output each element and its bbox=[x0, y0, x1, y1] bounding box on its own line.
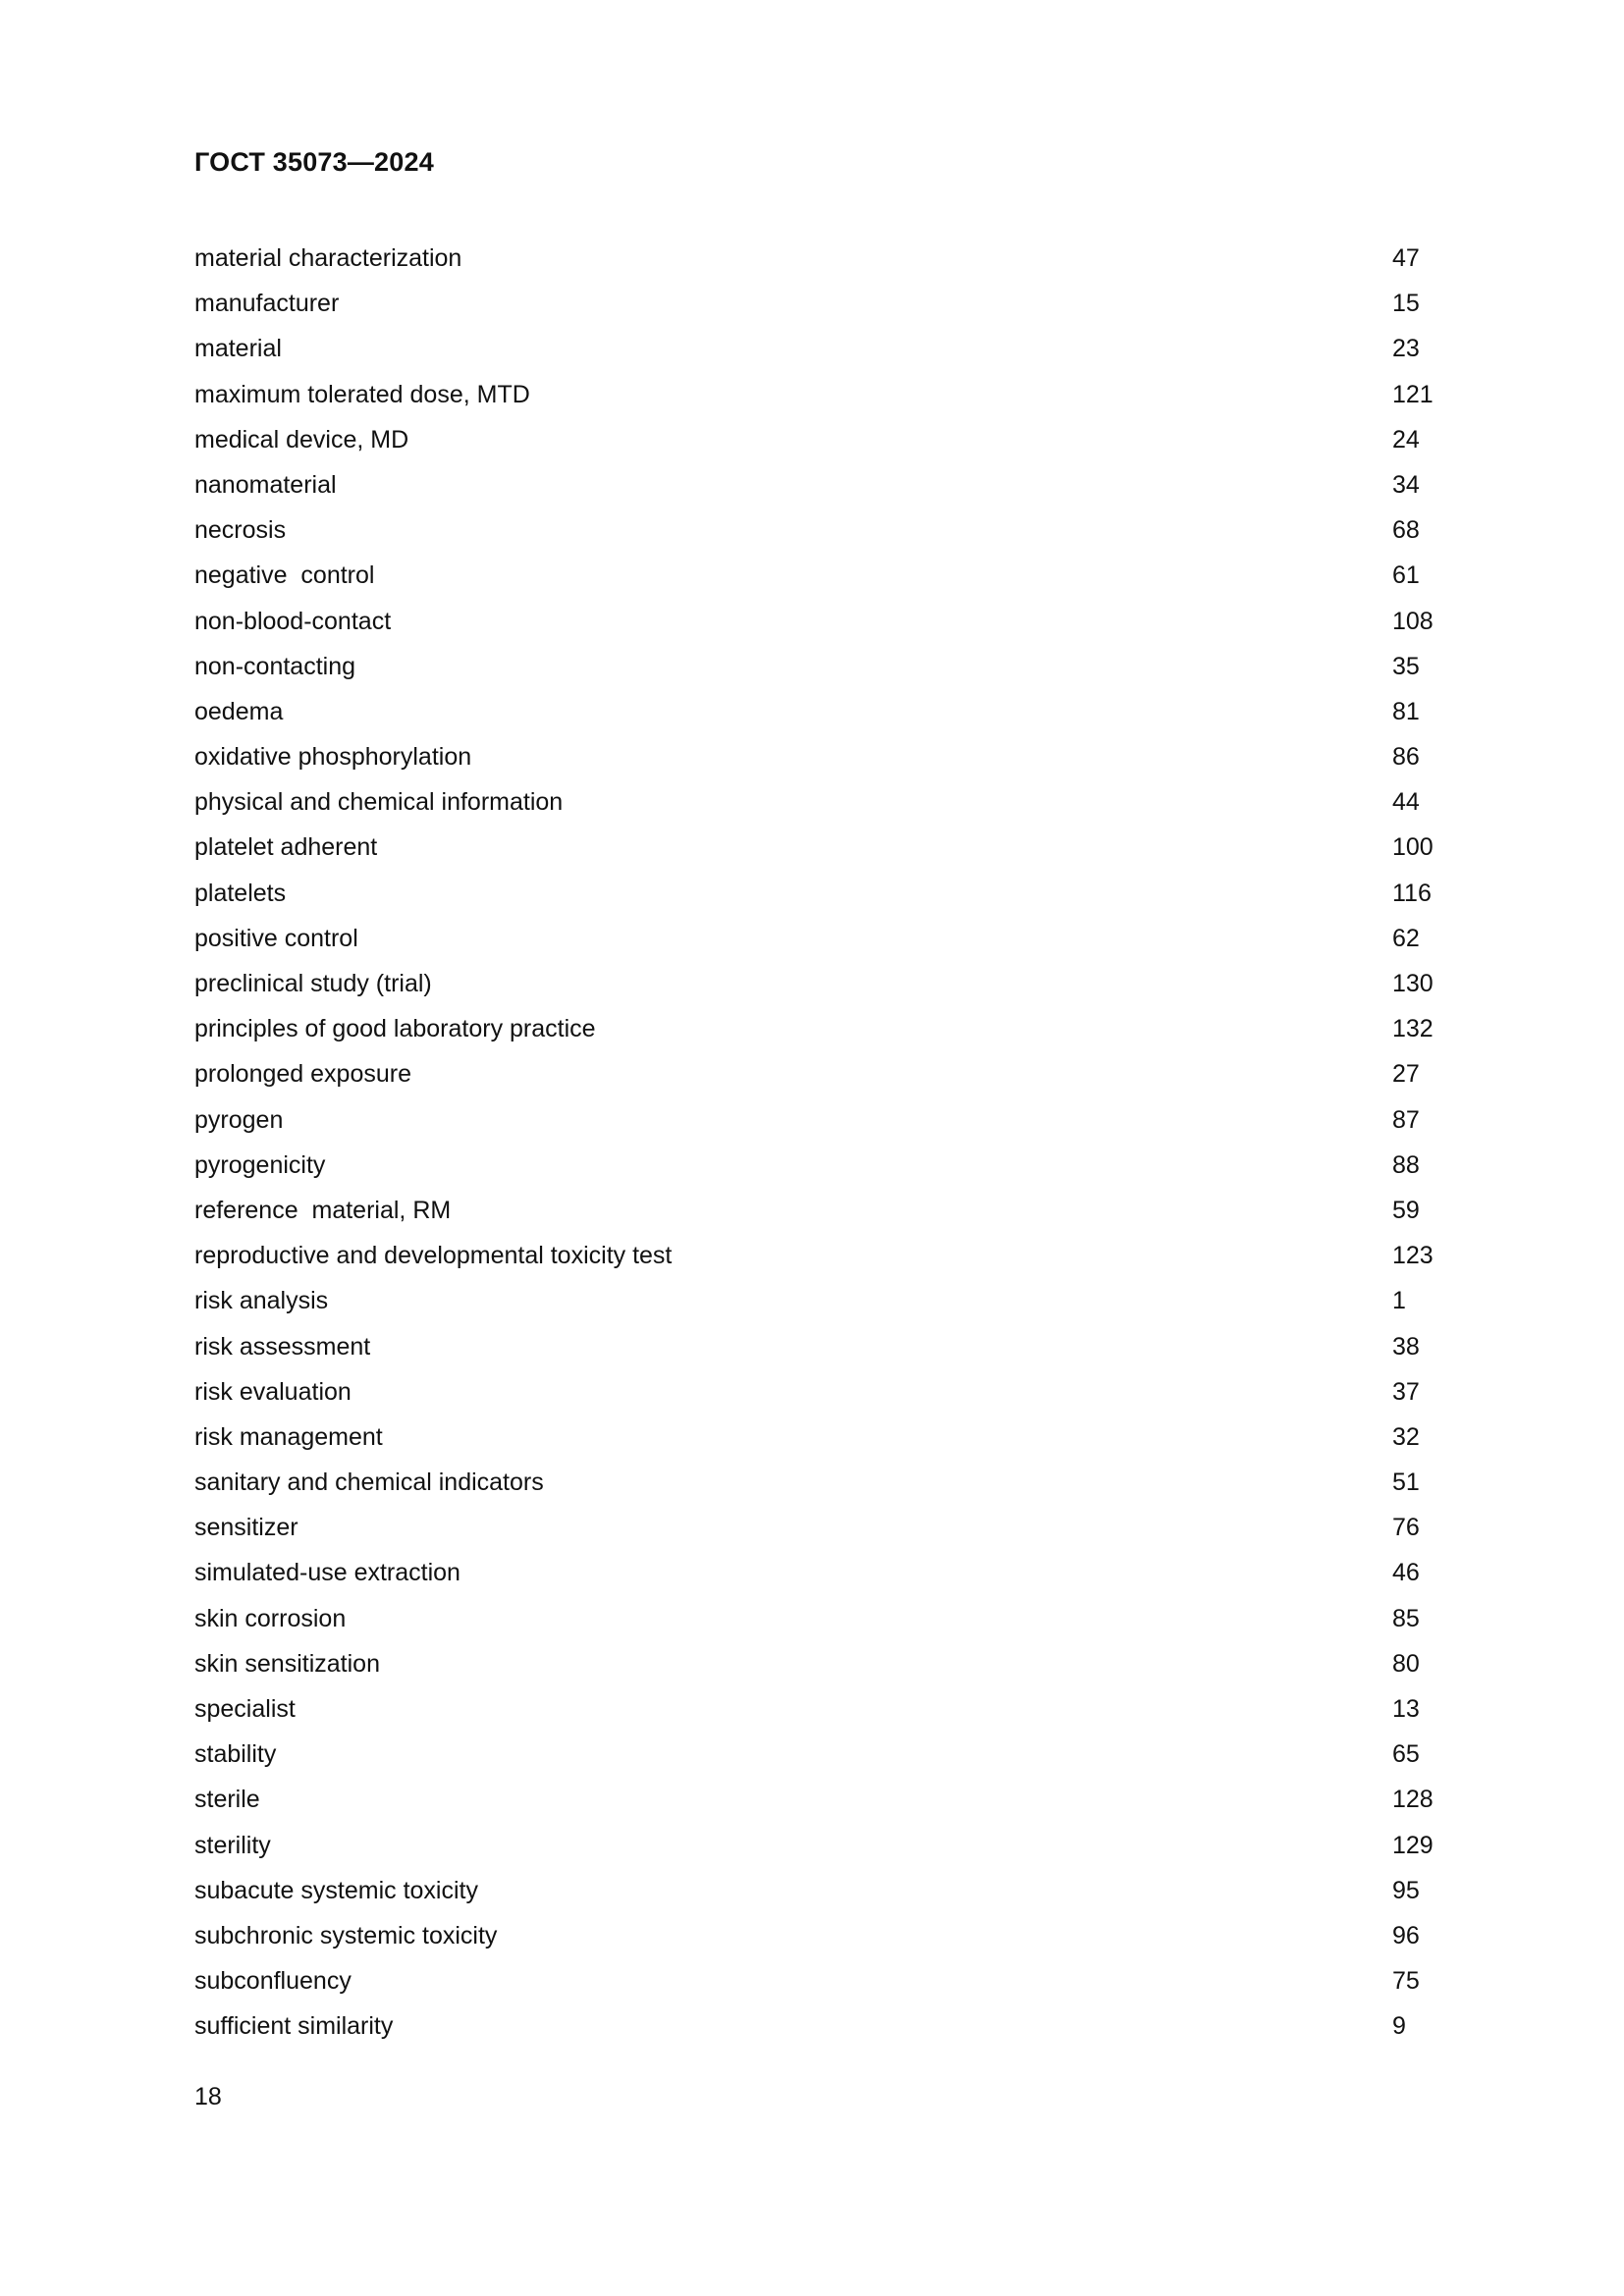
index-term: pyrogen bbox=[194, 1105, 284, 1134]
index-entry bbox=[194, 465, 1471, 510]
index-number: 61 bbox=[1392, 561, 1420, 590]
document-header: ГОСТ 35073—2024 bbox=[194, 147, 434, 177]
index-number: 88 bbox=[1392, 1150, 1420, 1179]
index-term: risk evaluation bbox=[194, 1377, 352, 1406]
index-term: maximum tolerated dose, MTD bbox=[194, 380, 530, 408]
index-term: skin corrosion bbox=[194, 1604, 347, 1632]
index-number: 46 bbox=[1392, 1559, 1420, 1587]
index-number: 62 bbox=[1392, 924, 1420, 952]
index-term: principles of good laboratory practice bbox=[194, 1015, 596, 1043]
index-entry bbox=[194, 375, 1471, 420]
index-entry bbox=[194, 647, 1471, 692]
index-term: manufacturer bbox=[194, 290, 340, 318]
index-term: skin sensitization bbox=[194, 1649, 380, 1678]
index-entry bbox=[194, 1916, 1471, 1961]
index-number: 121 bbox=[1392, 380, 1434, 408]
index-number: 47 bbox=[1392, 244, 1420, 272]
index-entry bbox=[194, 420, 1471, 465]
index-number: 132 bbox=[1392, 1015, 1434, 1043]
index-number: 86 bbox=[1392, 743, 1420, 772]
index-number: 27 bbox=[1392, 1060, 1420, 1089]
index-number: 38 bbox=[1392, 1332, 1420, 1361]
index-number: 116 bbox=[1392, 879, 1432, 907]
index-term: preclinical study (trial) bbox=[194, 970, 432, 997]
index-term: sufficient similarity bbox=[194, 2012, 394, 2041]
index-term: platelet adherent bbox=[194, 833, 378, 862]
index-number: 23 bbox=[1392, 335, 1420, 363]
index-term: non-blood-contact bbox=[194, 607, 392, 635]
index-number: 65 bbox=[1392, 1740, 1420, 1769]
index-term: sterility bbox=[194, 1831, 271, 1859]
index-entry bbox=[194, 1281, 1471, 1326]
index-entry bbox=[194, 1961, 1471, 2006]
index-entry bbox=[194, 602, 1471, 647]
index-entry bbox=[194, 1553, 1471, 1598]
index-entry bbox=[194, 874, 1471, 919]
index-entry bbox=[194, 1871, 1471, 1916]
index-term: sensitizer bbox=[194, 1514, 298, 1542]
index-entry bbox=[194, 782, 1471, 828]
index-number: 80 bbox=[1392, 1649, 1420, 1678]
index-term: oedema bbox=[194, 697, 284, 725]
index-term: sanitary and chemical indicators bbox=[194, 1468, 544, 1497]
index-term: material characterization bbox=[194, 244, 462, 272]
index-number: 68 bbox=[1392, 516, 1420, 545]
index-number: 75 bbox=[1392, 1967, 1420, 1996]
index-entry bbox=[194, 1508, 1471, 1553]
index-term: subacute systemic toxicity bbox=[194, 1876, 478, 1904]
index-entry bbox=[194, 1372, 1471, 1417]
index-term: subconfluency bbox=[194, 1967, 352, 1996]
index-number: 85 bbox=[1392, 1604, 1420, 1632]
index-term: oxidative phosphorylation bbox=[194, 743, 472, 772]
index-term: prolonged exposure bbox=[194, 1060, 411, 1089]
index-entry bbox=[194, 1054, 1471, 1099]
index-term: physical and chemical information bbox=[194, 788, 564, 817]
index-entry bbox=[194, 1780, 1471, 1825]
index-number: 44 bbox=[1392, 788, 1420, 817]
index-entry bbox=[194, 1327, 1471, 1372]
index-entry bbox=[194, 1009, 1471, 1054]
index-number: 123 bbox=[1392, 1242, 1434, 1270]
index-entry bbox=[194, 1826, 1471, 1871]
index-term: simulated-use extraction bbox=[194, 1559, 460, 1587]
index-term: medical device, MD bbox=[194, 425, 409, 454]
index-number: 129 bbox=[1392, 1831, 1434, 1859]
index-term: subchronic systemic toxicity bbox=[194, 1921, 498, 1949]
index-entry bbox=[194, 692, 1471, 737]
index-term: pyrogenicity bbox=[194, 1150, 326, 1179]
index-term: platelets bbox=[194, 879, 287, 907]
index-entry bbox=[194, 1146, 1471, 1191]
index-entry bbox=[194, 828, 1471, 873]
index-number: 87 bbox=[1392, 1105, 1420, 1134]
index-entry bbox=[194, 1417, 1471, 1463]
index-term: specialist bbox=[194, 1695, 296, 1723]
index-term: necrosis bbox=[194, 516, 287, 545]
index-number: 76 bbox=[1392, 1514, 1420, 1542]
index-number: 15 bbox=[1392, 290, 1420, 318]
index-entry bbox=[194, 1236, 1471, 1281]
index-term: reproductive and developmental toxicity test bbox=[194, 1242, 673, 1270]
index-entry bbox=[194, 919, 1471, 964]
index-number: 51 bbox=[1392, 1468, 1420, 1497]
index-term: negative control bbox=[194, 561, 375, 590]
index-entry bbox=[194, 239, 1471, 284]
index-number: 95 bbox=[1392, 1876, 1420, 1904]
index-entry bbox=[194, 964, 1471, 1009]
index-entry bbox=[194, 1463, 1471, 1508]
index-number: 59 bbox=[1392, 1196, 1420, 1224]
index-number: 130 bbox=[1392, 970, 1434, 997]
term-index-list bbox=[194, 239, 1471, 2053]
index-number: 1 bbox=[1392, 1287, 1406, 1315]
index-entry bbox=[194, 1735, 1471, 1780]
index-entry bbox=[194, 1599, 1471, 1644]
index-term: nanomaterial bbox=[194, 470, 337, 499]
index-term: sterile bbox=[194, 1786, 260, 1814]
index-number: 37 bbox=[1392, 1377, 1420, 1406]
index-number: 32 bbox=[1392, 1422, 1420, 1451]
index-entry bbox=[194, 737, 1471, 782]
index-term: risk management bbox=[194, 1422, 383, 1451]
index-number: 108 bbox=[1392, 607, 1434, 635]
index-number: 34 bbox=[1392, 470, 1420, 499]
index-entry bbox=[194, 329, 1471, 374]
index-number: 100 bbox=[1392, 833, 1434, 862]
index-entry bbox=[194, 284, 1471, 329]
index-number: 9 bbox=[1392, 2012, 1406, 2041]
index-term: stability bbox=[194, 1740, 277, 1769]
index-entry bbox=[194, 1191, 1471, 1236]
index-number: 81 bbox=[1392, 697, 1420, 725]
index-number: 13 bbox=[1392, 1695, 1420, 1723]
index-entry bbox=[194, 556, 1471, 601]
index-entry bbox=[194, 1689, 1471, 1735]
index-number: 35 bbox=[1392, 652, 1420, 680]
index-term: risk analysis bbox=[194, 1287, 329, 1315]
index-entry bbox=[194, 1100, 1471, 1146]
index-term: risk assessment bbox=[194, 1332, 371, 1361]
index-number: 128 bbox=[1392, 1786, 1434, 1814]
page-number: 18 bbox=[194, 2083, 222, 2110]
index-term: material bbox=[194, 335, 282, 363]
index-entry bbox=[194, 2006, 1471, 2052]
index-number: 24 bbox=[1392, 425, 1420, 454]
index-term: positive control bbox=[194, 924, 358, 952]
index-entry bbox=[194, 510, 1471, 556]
index-term: non-contacting bbox=[194, 652, 356, 680]
index-entry bbox=[194, 1644, 1471, 1689]
index-number: 96 bbox=[1392, 1921, 1420, 1949]
index-term: reference material, RM bbox=[194, 1196, 452, 1224]
